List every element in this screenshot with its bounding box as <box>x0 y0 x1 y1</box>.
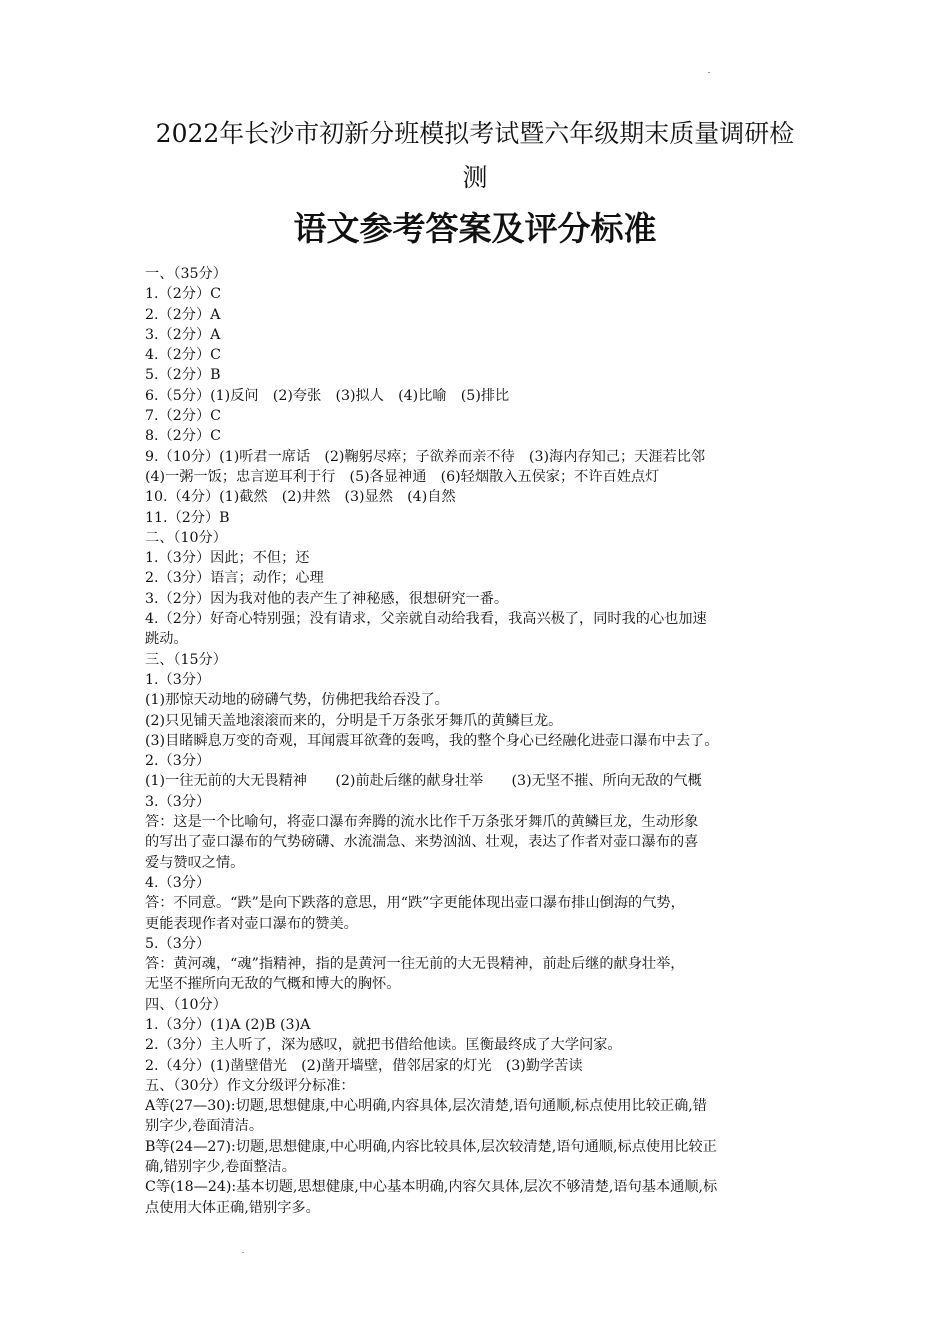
answer-line: 二、（10分） <box>145 529 227 546</box>
answer-line: (4)一粥一饭；忠言逆耳利于行 (5)各显神通 (6)轻烟散入五侯家；不许百姓点灯 <box>145 468 660 485</box>
answer-line: 10.（4分）(1)截然 (2)井然 (3)显然 (4)自然 <box>145 489 456 506</box>
answer-line: 1.（3分） <box>145 671 211 688</box>
answer-line: 6.（5分）(1)反问 (2)夸张 (3)拟人 (4)比喻 (5)排比 <box>145 387 510 404</box>
answer-line: 别字少,卷面清洁。 <box>145 1118 264 1135</box>
answer-line: 确,错别字少,卷面整洁。 <box>145 1159 296 1176</box>
answer-line: (1)一往无前的大无畏精神 (2)前赴后继的献身壮举 (3)无坚不摧、所向无敌的气概 <box>145 773 702 790</box>
answer-line: 4.（2分）C <box>145 347 221 364</box>
answer-line: 3.（3分） <box>145 793 211 810</box>
answer-line: (2)只见铺天盖地滚滚而来的，分明是千万条张牙舞爪的黄鳞巨龙。 <box>145 712 563 729</box>
answer-line: C等(18—24):基本切题,思想健康,中心基本明确,内容欠具体,层次不够清楚,语句基本通顺,标 <box>145 1179 718 1196</box>
answer-line: 7.（2分）C <box>145 408 221 425</box>
answer-line: 3.（2分）A <box>145 326 221 343</box>
answer-line: (1)那惊天动地的磅礴气势，仿佛把我给吞没了。 <box>145 692 449 709</box>
answer-line: (3)目睹瞬息万变的奇观，耳闻震耳欲聋的轰鸣，我的整个身心已经融化进壶口瀑布中去了。 <box>145 732 719 749</box>
answer-line: 11.（2分）B <box>145 509 230 526</box>
answer-line: A等(27—30):切题,思想健康,中心明确,内容具体,层次清楚,语句通顺,标点使用比较正确,错 <box>145 1098 707 1115</box>
answer-line: B等(24—27):切题,思想健康,中心明确,内容比较具体,层次较清楚,语句通顺,标点使用比较正 <box>145 1138 717 1155</box>
document-subtitle: 语文参考答案及评分标准 <box>293 209 657 248</box>
document-title-line-1: 2022年长沙市初新分班模拟考试暨六年级期末质量调研检 <box>155 119 795 148</box>
answer-line: 2.（3分）语言；动作；心理 <box>145 570 324 587</box>
answer-line: 点使用大体正确,错别字多。 <box>145 1199 320 1216</box>
answer-line: 答：黄河魂，“魂”指精神，指的是黄河一往无前的大无畏精神，前赴后继的献身壮举， <box>145 956 685 973</box>
answer-line: 2.（3分）主人听了，深为感叹，就把书借给他读。匡衡最终成了大学问家。 <box>145 1037 622 1054</box>
answer-line: 5.（2分）B <box>145 367 221 384</box>
answer-line: 1.（2分）C <box>145 286 221 303</box>
answer-line: 三、（15分） <box>145 651 227 668</box>
answer-line: 跳动。 <box>145 631 188 648</box>
answer-line: 的写出了壶口瀑布的气势磅礴、水流湍急、来势汹汹、壮观，表达了作者对壶口瀑布的喜 <box>145 834 699 851</box>
answer-line: 四、（10分） <box>145 996 227 1013</box>
answer-line: 1.（3分）(1)A (2)B (3)A <box>145 1016 311 1033</box>
answer-line: 4.（3分） <box>145 874 211 891</box>
answer-line: 答：不同意。“跌”是向下跌落的意思，用“跌”字更能体现出壶口瀑布排山倒海的气势， <box>145 895 685 912</box>
answer-line: 五、（30分）作文分级评分标准： <box>145 1077 355 1094</box>
answer-line: 1.（3分）因此；不但；还 <box>145 550 310 567</box>
answer-line: 答：这是一个比喻句，将壶口瀑布奔腾的流水比作千万条张牙舞爪的黄鳞巨龙，生动形象 <box>145 814 699 831</box>
document-title-line-2: 测 <box>462 163 488 192</box>
answer-line: 8.（2分）C <box>145 428 221 445</box>
answer-line: 一、（35分） <box>145 266 227 282</box>
scan-dot-bottom <box>242 1252 244 1253</box>
answer-line: 4.（2分）好奇心特别强；没有请求，父亲就自动给我看，我高兴极了，同时我的心也加速 <box>145 611 707 628</box>
answer-line: 2.（2分）A <box>145 306 221 323</box>
answer-line: 3.（2分）因为我对他的表产生了神秘感，很想研究一番。 <box>145 590 509 607</box>
answer-line: 2.（4分）(1)凿壁借光 (2)凿开墙壁，借邻居家的灯光 (3)勤学苦读 <box>145 1057 583 1074</box>
answer-line: 5.（3分） <box>145 935 211 952</box>
answer-line: 2.（3分） <box>145 753 211 770</box>
answer-line: 更能表现作者对壶口瀑布的赞美。 <box>145 915 358 932</box>
answer-body <box>145 264 815 1218</box>
answer-line: 9.（10分）(1)听君一席话 (2)鞠躬尽瘁；子欲养而亲不待 (3)海内存知己；天涯若比邻 <box>145 448 706 465</box>
answer-line: 无坚不摧所向无敌的气概和博大的胸怀。 <box>145 976 401 993</box>
answer-line: 爱与赞叹之情。 <box>145 854 245 871</box>
scan-dot-top <box>708 72 710 73</box>
